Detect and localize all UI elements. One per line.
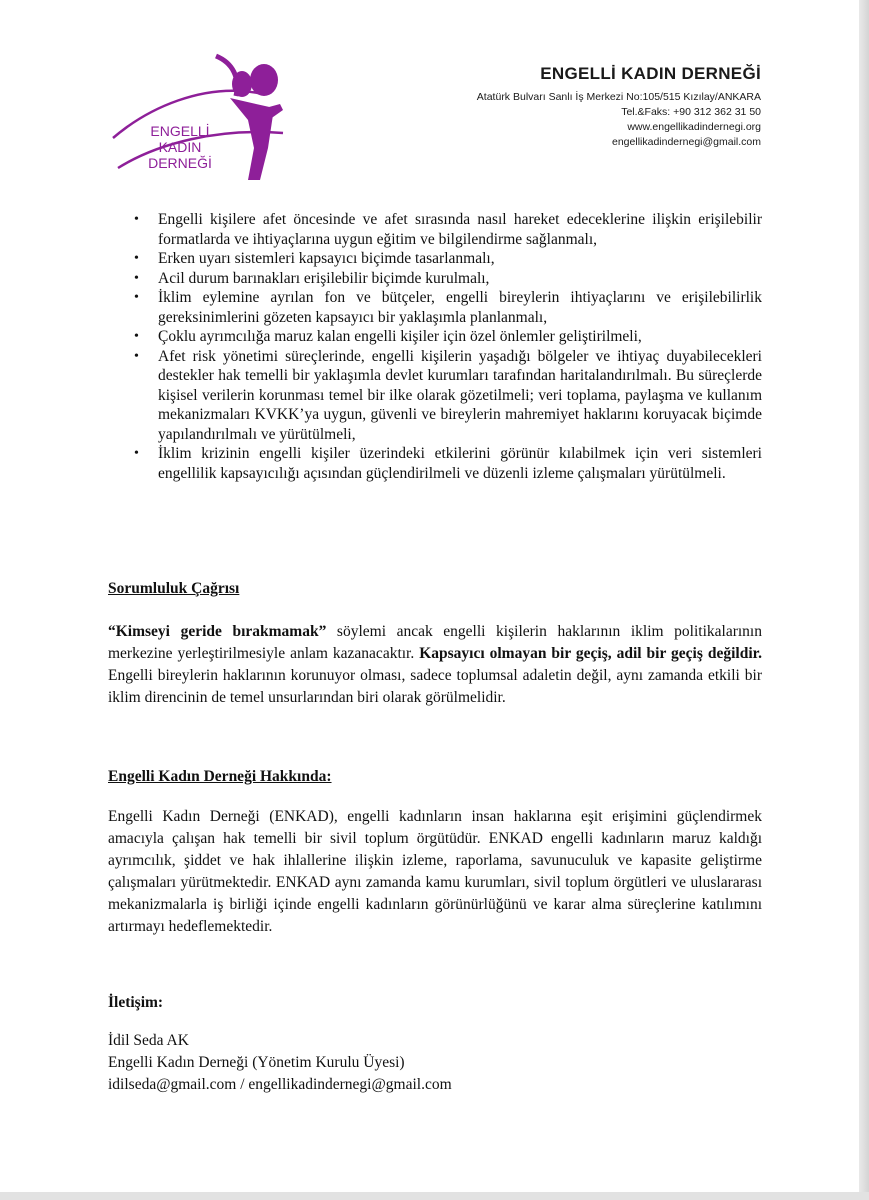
list-item-text: Acil durum barınakları erişilebilir biçimde kurulmalı, xyxy=(158,269,490,287)
organization-email: engellikadindernegi@gmail.com xyxy=(612,136,761,148)
contact-heading: İletişim: xyxy=(108,994,164,1011)
contact-name: İdil Seda AK xyxy=(108,1032,189,1049)
list-item xyxy=(108,347,762,445)
organization-website: www.engellikadindernegi.org xyxy=(627,121,761,133)
responsibility-paragraph xyxy=(108,621,762,709)
logo-line-3: DERNEĞİ xyxy=(148,155,212,171)
contact-role: Engelli Kadın Derneği (Yönetim Kurulu Üyesi) xyxy=(108,1054,405,1071)
bullet-icon: • xyxy=(134,270,139,286)
contact-emails: idilseda@gmail.com / engellikadindernegi@gmail.com xyxy=(108,1076,452,1093)
list-item xyxy=(108,288,762,327)
responsibility-bold-2: Kapsayıcı olmayan bir geçiş, adil bir geçiş değildir. xyxy=(419,645,762,662)
list-item-text: Afet risk yönetimi süreçlerinde, engelli kişilerin yaşadığı bölgeler ve ihtiyaç duyabilecekleri destekler hak temelli bir yaklaşımla devlet kurumları tarafından haritalandırılmalı. Bu süreçlerde kişisel verilerin korunması temel bir ilke olarak gözetilmeli; veri toplama, paylaşma ve kullanım mekanizmaları KVKK’ya uygun, güvenli ve bireylerin mahremiyet haklarını koruyacak biçimde yapılandırılmalı ve yürütülmeli, xyxy=(158,347,762,443)
list-item-text: Engelli kişilere afet öncesinde ve afet sırasında nasıl hareket edeceklerine ilişkin erişilebilir formatlarda ve ihtiyaçlarına uygun eğitim ve bilgilendirme sağlanmalı, xyxy=(158,211,762,248)
logo-line-2: KADIN xyxy=(158,139,202,155)
organization-name: ENGELLİ KADIN DERNEĞİ xyxy=(540,64,761,83)
bullet-icon: • xyxy=(134,329,139,344)
page-edge-right xyxy=(859,0,869,1200)
list-item xyxy=(108,327,762,347)
about-paragraph: Engelli Kadın Derneği (ENKAD), engelli kadınların insan haklarına eşit erişimini güçlendirmek amacıyla çalışan hak temelli bir sivil toplum örgütüdür. ENKAD engelli kadınların maruz kaldığı ayrımcılık, şiddet ve hak ihlallerine ilişkin izleme, raporlama, savunuculuk ve kapasite geliştirme çalışmaları yürütmektedir. ENKAD aynı zamanda kamu kurumları, sivil toplum örgütleri ve uluslararası mekanizmalarla iş birliği içinde engelli kadınların görünürlüğünü ve karar alma süreçlerine katılımını artırmayı hedeflemektedir. xyxy=(108,808,762,935)
list-item-text: İklim krizinin engelli kişiler üzerindeki etkilerini görünür kılabilmek için veri sistemleri engellilik kapsayıcılığı açısından güçlendirilmeli ve düzenli izleme çalışmaları yürütülmeli. xyxy=(158,445,762,482)
organization-logo xyxy=(108,48,288,188)
logo-line-1: ENGELLİ xyxy=(150,123,210,139)
responsibility-bold-1: “Kimseyi geride bırakmamak” xyxy=(108,623,327,640)
list-item xyxy=(108,210,762,249)
list-item xyxy=(108,269,762,289)
responsibility-text-1: söylemi ancak engelli kişilerin haklarının iklim politikalarının merkezine yerleştirilmesiyle anlam kazanacaktır. xyxy=(108,623,762,662)
bullet-icon: • xyxy=(134,251,139,266)
responsibility-text-2: Engelli bireylerin haklarının korunuyor olması, sadece toplumsal adaletin değil, aynı zamanda etkili bir iklim direncinin de temel unsurlarından biri olarak görülmelidir. xyxy=(108,667,762,706)
bullet-icon: • xyxy=(134,290,139,305)
about-heading: Engelli Kadın Derneği Hakkında: xyxy=(108,768,332,785)
bullet-icon: • xyxy=(134,348,139,364)
organization-phone: Tel.&Faks: +90 312 362 31 50 xyxy=(621,106,761,118)
list-item-text: Çoklu ayrımcılığa maruz kalan engelli kişiler için özel önlemler geliştirilmeli, xyxy=(158,328,642,345)
list-item-text: Erken uyarı sistemleri kapsayıcı biçimde tasarlanmalı, xyxy=(158,250,495,267)
letterhead xyxy=(477,64,761,150)
bullet-icon: • xyxy=(134,212,139,227)
responsibility-heading: Sorumluluk Çağrısı xyxy=(108,580,240,597)
page-edge-bottom xyxy=(0,1192,869,1200)
list-item-text: İklim eylemine ayrılan fon ve bütçeler, engelli bireylerin ihtiyaçlarını ve erişilebilirlik gereksinimlerini gözeten kapsayıcı bir yaklaşımla planlanmalı, xyxy=(158,289,762,326)
list-item xyxy=(108,249,762,269)
organization-address: Atatürk Bulvarı Sanlı İş Merkezi No:105/515 Kızılay/ANKARA xyxy=(476,91,761,103)
contact-block xyxy=(108,1030,452,1096)
list-item xyxy=(108,444,762,483)
recommendations-list xyxy=(108,210,762,483)
bullet-icon: • xyxy=(134,446,139,461)
